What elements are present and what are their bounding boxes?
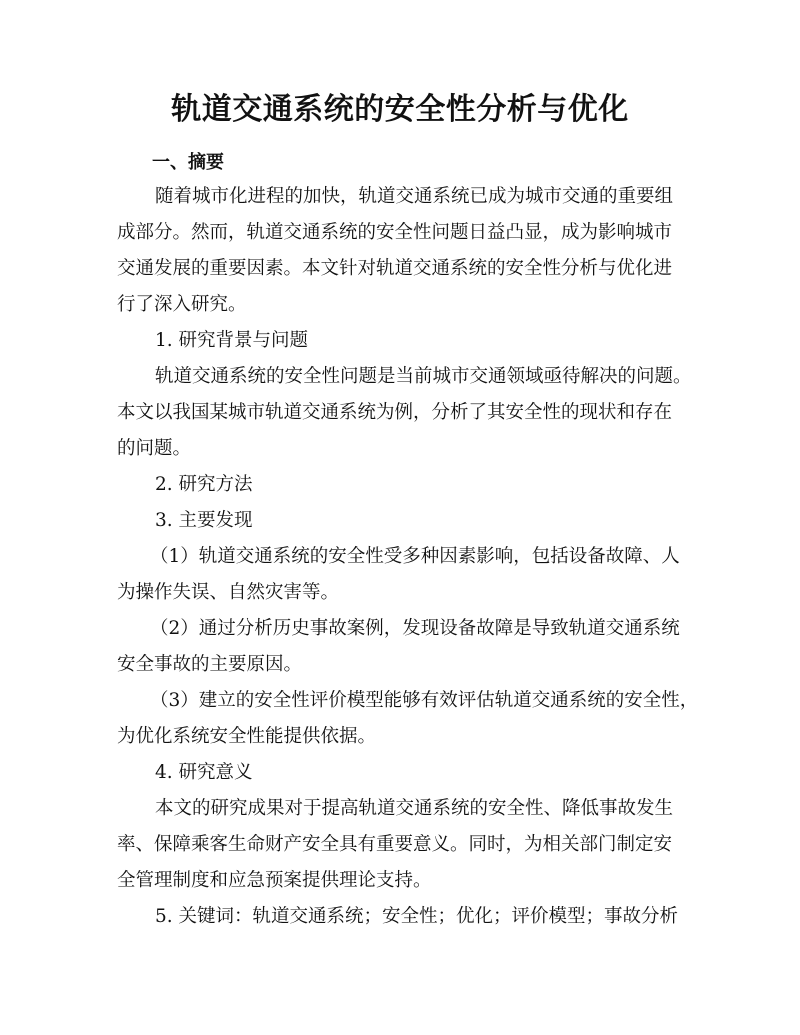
finding-line: （2）通过分析历史事故案例，发现设备故障是导致轨道交通系统 xyxy=(150,618,680,639)
section-heading-methods: 2. 研究方法 xyxy=(155,474,253,495)
finding-line: 为操作失误、自然灾害等。 xyxy=(117,582,340,603)
paragraph-line: 行了深入研究。 xyxy=(117,294,247,315)
paragraph-line: 全管理制度和应急预案提供理论支持。 xyxy=(117,870,432,891)
paragraph-line: 成部分。然而，轨道交通系统的安全性问题日益凸显，成为影响城市 xyxy=(117,222,673,243)
finding-line: （1）轨道交通系统的安全性受多种因素影响，包括设备故障、人 xyxy=(150,546,680,567)
paragraph-line: 本文的研究成果对于提高轨道交通系统的安全性、降低事故发生 xyxy=(155,798,674,819)
finding-line: 安全事故的主要原因。 xyxy=(117,654,303,675)
finding-line: （3）建立的安全性评价模型能够有效评估轨道交通系统的安全性， xyxy=(150,690,699,711)
document-title: 轨道交通系统的安全性分析与优化 xyxy=(171,92,629,127)
section-heading-background: 1. 研究背景与问题 xyxy=(155,330,309,351)
paragraph-line: 本文以我国某城市轨道交通系统为例，分析了其安全性的现状和存在 xyxy=(117,402,673,423)
paragraph-line: 率、保障乘客生命财产安全具有重要意义。同时，为相关部门制定安 xyxy=(117,834,673,855)
abstract-heading: 一、摘要 xyxy=(152,152,224,173)
paragraph-line: 交通发展的重要因素。本文针对轨道交通系统的安全性分析与优化进 xyxy=(117,258,673,279)
section-heading-significance: 4. 研究意义 xyxy=(155,762,253,783)
paragraph-line: 轨道交通系统的安全性问题是当前城市交通领域亟待解决的问题。 xyxy=(155,366,692,387)
paragraph-line: 的问题。 xyxy=(117,438,192,459)
paragraph-line: 随着城市化进程的加快，轨道交通系统已成为城市交通的重要组 xyxy=(155,186,674,207)
finding-line: 为优化系统安全性能提供依据。 xyxy=(117,726,377,747)
keywords-line: 5. 关键词：轨道交通系统；安全性；优化；评价模型；事故分析 xyxy=(155,906,679,927)
section-heading-findings: 3. 主要发现 xyxy=(155,510,253,531)
